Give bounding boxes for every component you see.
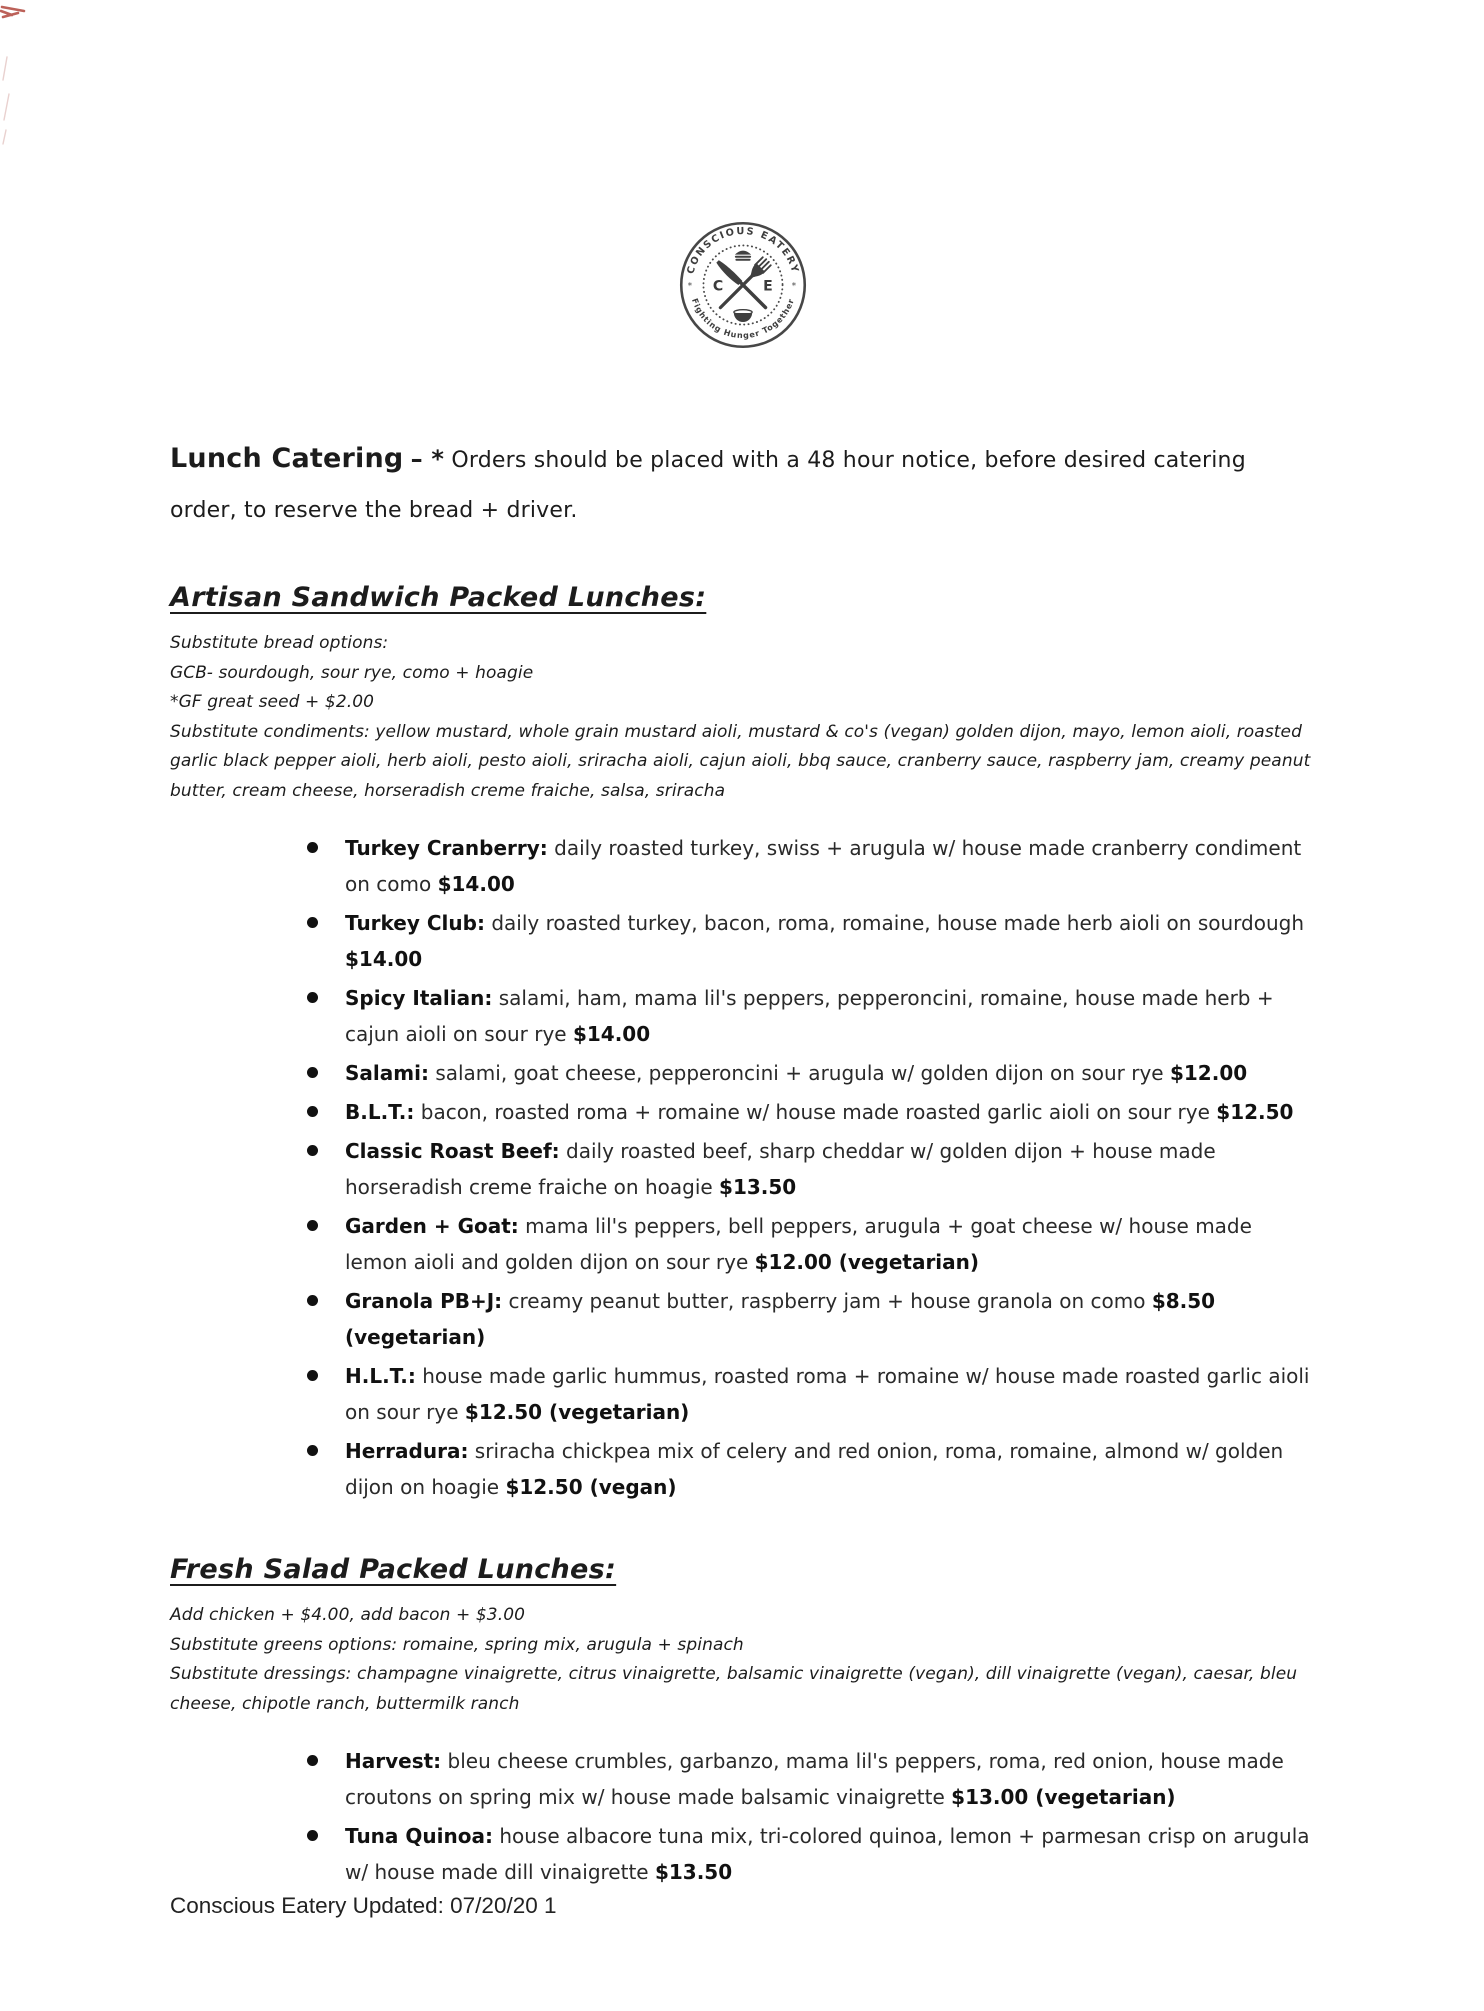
note-line: GCB- sourdough, sour rye, como + hoagie (170, 662, 534, 683)
item-name: Spicy Italian: (345, 986, 493, 1010)
note-line: Substitute condiments: yellow mustard, whole grain mustard aioli, mustard & co's (vegan) golden dijon, mayo, lemon aioli, roasted garlic black pepper aioli, herb aioli, pesto aioli, sriracha aioli, cajun aioli, bbq sauce, cranberry sauce, raspberry jam, creamy peanut butter, cream cheese, horseradish creme fraiche, salsa, sriracha (170, 721, 1311, 801)
item-description: mama lil's peppers, bell peppers, arugula + goat cheese w/ house made lemon aioli and golden dijon on sour rye (345, 1214, 1252, 1274)
item-description: daily roasted turkey, swiss + arugula w/ house made cranberry condiment on como (345, 836, 1302, 896)
menu-item (305, 1133, 1316, 1205)
logo-left-star-icon: * (687, 281, 693, 292)
footer-text: Conscious Eatery Updated: 07/20/20 (170, 1893, 538, 1918)
item-name: H.L.T.: (345, 1364, 416, 1388)
page-title: Lunch Catering (170, 443, 404, 474)
intro-note: Orders should be placed with a 48 hour notice, before desired catering order, to reserve the bread + driver. (170, 448, 1246, 523)
item-price: $12.50 (vegetarian) (464, 1400, 690, 1424)
intro-separator: – * (410, 445, 445, 473)
section-artisan-sandwiches (170, 536, 1316, 1508)
item-price: $14.00 (437, 872, 515, 896)
menu-item (305, 980, 1316, 1052)
item-description: house made garlic hummus, roasted roma + romaine w/ house made roasted garlic aioli on sour rye (345, 1364, 1310, 1424)
item-name: Turkey Cranberry: (345, 836, 548, 860)
logo-right-star-icon: * (791, 281, 797, 292)
item-price: $14.00 (572, 1022, 651, 1046)
menu-item (305, 905, 1316, 977)
item-price: $14.00 (345, 947, 423, 971)
menu-item (305, 1055, 1316, 1091)
sandwich-icon (735, 251, 751, 261)
intro-paragraph (170, 434, 1316, 536)
item-name: Turkey Club: (345, 911, 485, 935)
item-price: $12.00 (1169, 1061, 1248, 1085)
conscious-eatery-logo (678, 220, 808, 350)
section-heading: Fresh Salad Packed Lunches: (170, 1554, 617, 1585)
logo-monogram-c: C (712, 278, 724, 295)
note-line: Substitute dressings: champagne vinaigrette, citrus vinaigrette, balsamic vinaigrette (vegan), dill vinaigrette (vegan), caesar, bleu cheese, chipotle ranch, buttermilk ranch (170, 1664, 1298, 1714)
item-price: $13.00 (vegetarian) (951, 1785, 1176, 1809)
item-name: B.L.T.: (345, 1100, 415, 1124)
item-description: house albacore tuna mix, tri-colored quinoa, lemon + parmesan crisp on arugula w/ house made dill vinaigrette (345, 1824, 1310, 1884)
item-description: creamy peanut butter, raspberry jam + house granola on como (508, 1289, 1146, 1313)
sandwich-menu-list (305, 830, 1316, 1505)
item-description: daily roasted turkey, bacon, roma, romaine, house made herb aioli on sourdough (491, 911, 1304, 935)
menu-item (305, 1818, 1316, 1890)
item-description: daily roasted beef, sharp cheddar w/ golden dijon + house made horseradish creme fraiche on hoagie (345, 1139, 1216, 1199)
section-fresh-salads (170, 1508, 1316, 1893)
menu-item (305, 1094, 1316, 1130)
item-price: $12.00 (vegetarian) (754, 1250, 980, 1274)
item-name: Tuna Quinoa: (345, 1824, 493, 1848)
item-name: Harvest: (345, 1749, 442, 1773)
item-description: salami, goat cheese, pepperoncini + arugula w/ golden dijon on sour rye (435, 1061, 1164, 1085)
menu-item (305, 1283, 1316, 1355)
item-price: $12.50 (vegan) (505, 1475, 677, 1499)
item-description: sriracha chickpea mix of celery and red onion, roma, romaine, almond w/ golden dijon on hoagie (345, 1439, 1284, 1499)
item-price: $12.50 (1216, 1100, 1294, 1124)
item-description: salami, ham, mama lil's peppers, pepperoncini, romaine, house made herb + cajun aioli on sour rye (345, 986, 1274, 1046)
note-line: Substitute greens options: romaine, spring mix, arugula + spinach (170, 1634, 744, 1655)
note-line: Add chicken + $4.00, add bacon + $3.00 (170, 1605, 526, 1625)
item-price: $8.50 (vegetarian) (345, 1289, 1216, 1349)
item-name: Granola PB+J: (345, 1289, 503, 1313)
logo-monogram-e: E (763, 278, 773, 295)
section-notes (170, 629, 1316, 806)
item-name: Garden + Goat: (345, 1214, 519, 1238)
red-pen-scribble (0, 2, 40, 152)
item-name: Classic Roast Beef: (345, 1139, 560, 1163)
bowl-icon (734, 310, 752, 322)
logo-bottom-arc-text: Fighting Hunger Together (689, 297, 797, 341)
item-name: Salami: (345, 1061, 429, 1085)
menu-item (305, 1358, 1316, 1430)
footer-page-number: 1 (544, 1893, 557, 1918)
logo-top-arc-text: CONSCIOUS EATERY (685, 225, 801, 276)
logo-stamp-icon (678, 220, 808, 350)
menu-item (305, 1743, 1316, 1815)
menu-item (305, 1208, 1316, 1280)
menu-item (305, 1433, 1316, 1505)
item-description: bleu cheese crumbles, garbanzo, mama lil's peppers, roma, red onion, house made croutons on spring mix w/ house made balsamic vinaigrette (345, 1749, 1284, 1809)
note-line: *GF great seed + $2.00 (170, 692, 375, 712)
menu-item (305, 830, 1316, 902)
item-description: bacon, roasted roma + romaine w/ house made roasted garlic aioli on sour rye (420, 1100, 1210, 1124)
section-notes (170, 1601, 1316, 1719)
page-footer (170, 1893, 1316, 2011)
section-heading: Artisan Sandwich Packed Lunches: (170, 582, 707, 613)
item-name: Herradura: (345, 1439, 469, 1463)
note-line: Substitute bread options: (170, 633, 389, 653)
salad-menu-list (305, 1743, 1316, 1890)
item-price: $13.50 (654, 1860, 733, 1884)
item-price: $13.50 (719, 1175, 797, 1199)
